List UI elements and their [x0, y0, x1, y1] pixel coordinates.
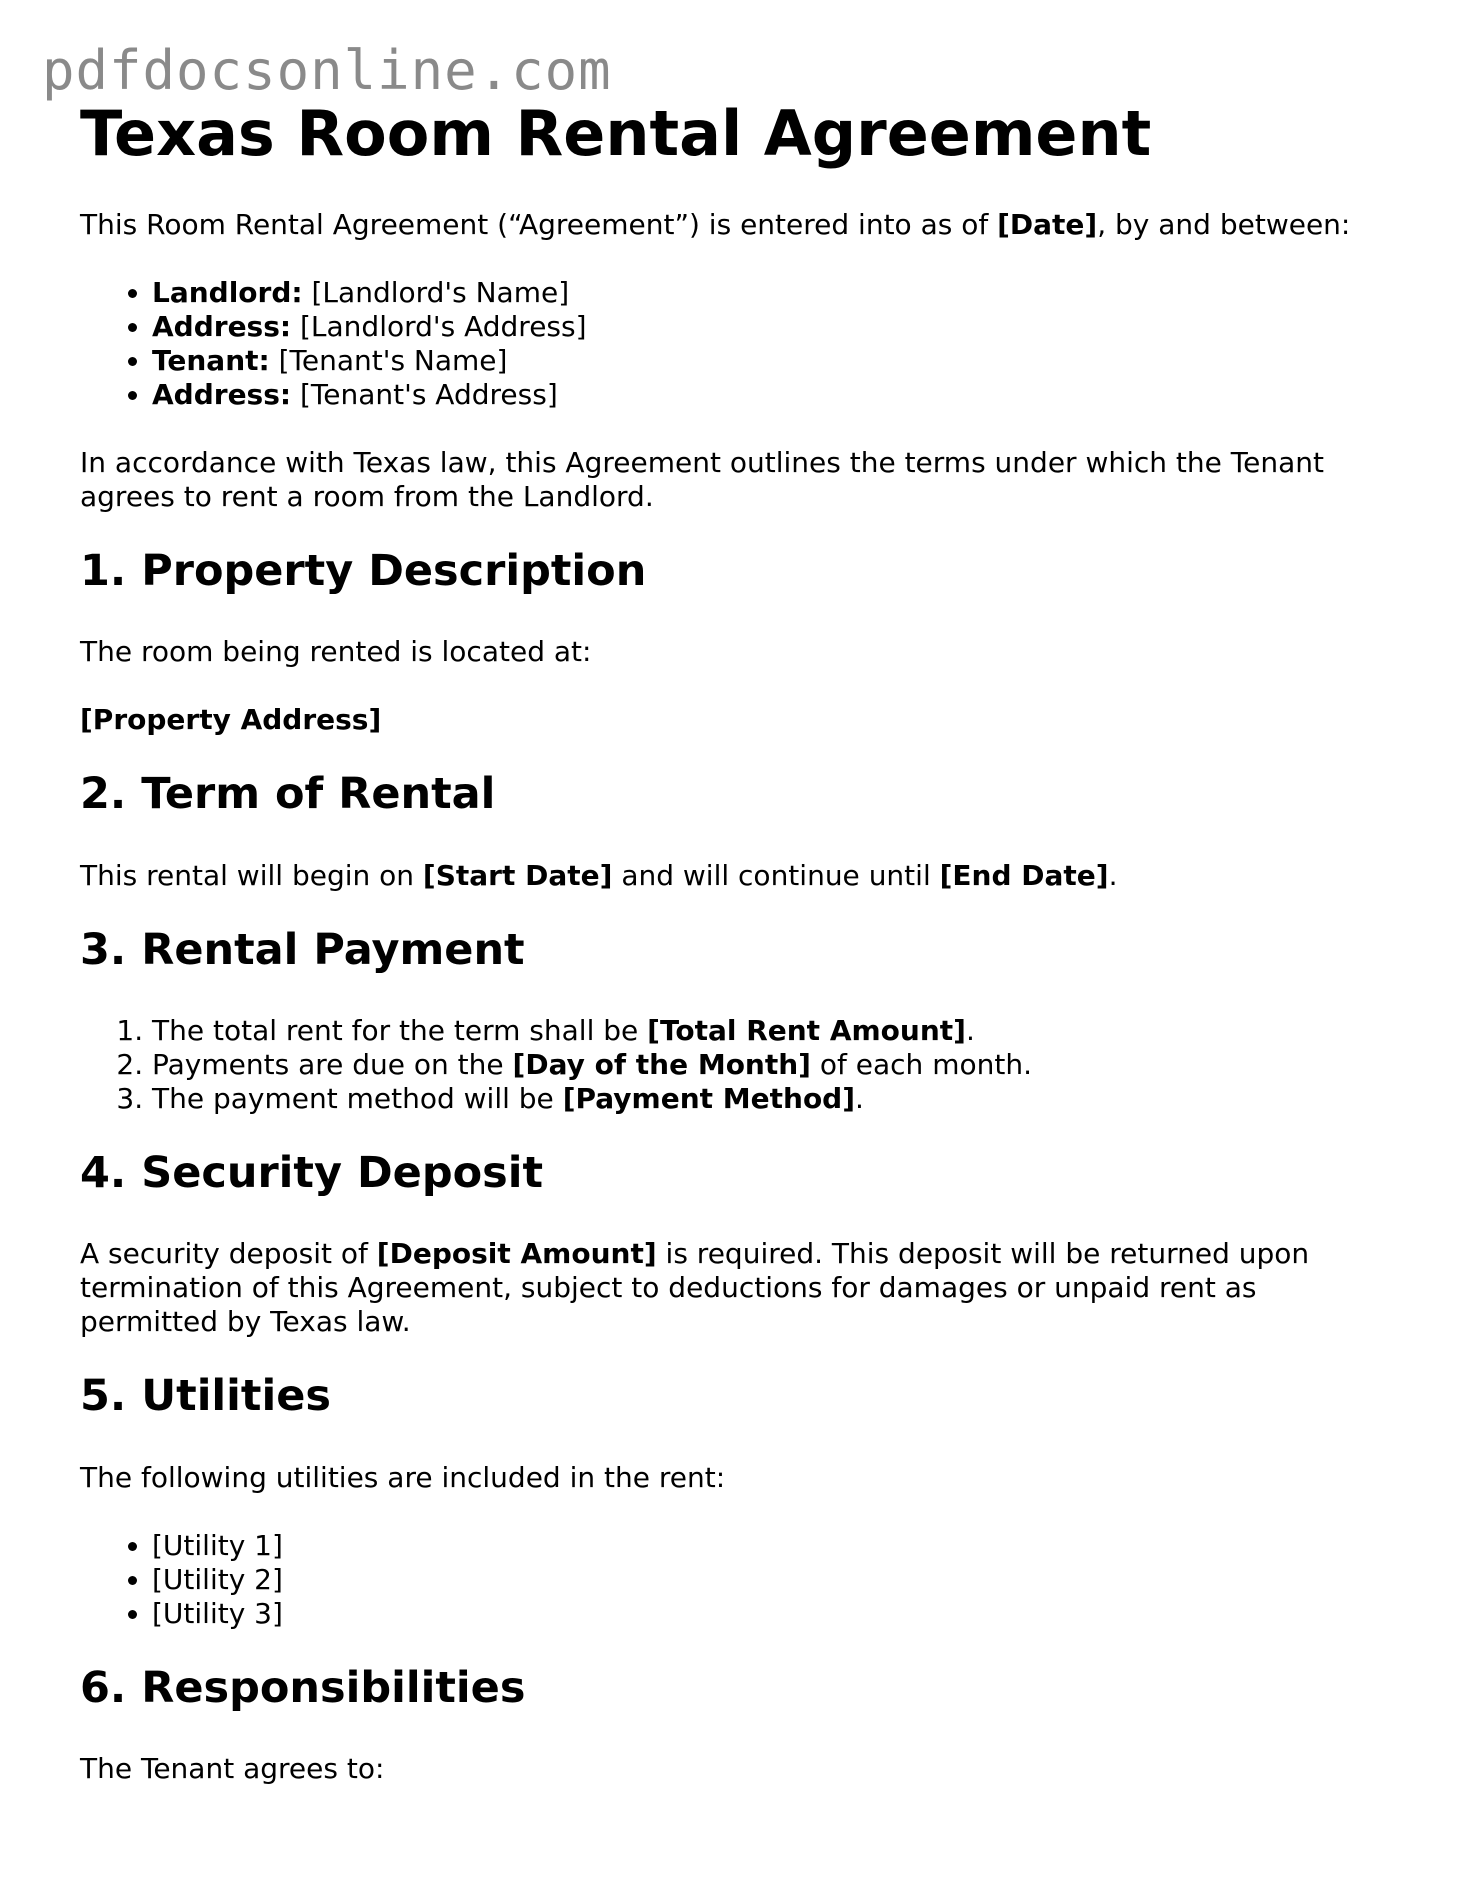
list-item: • [Utility 3]: [152, 1597, 1400, 1631]
end-date: [End Date]: [939, 858, 1109, 892]
responsibilities-text: The Tenant agrees to:: [80, 1751, 385, 1785]
intro-paragraph: [80, 208, 1400, 242]
term-text-3: .: [1108, 858, 1118, 892]
party-label: Landlord:: [152, 276, 303, 310]
property-address: [80, 703, 1400, 737]
section-heading-deposit: 4. Security Deposit: [80, 1148, 544, 1199]
payment-list: [80, 1014, 1400, 1116]
accordance-paragraph: In accordance with Texas law, this Agreement outlines the terms under which the Tenant agrees to rent a room from the Landlord.: [80, 446, 1324, 514]
utilities-text: The following utilities are included in the rent:: [80, 1460, 726, 1494]
list-item: • [Utility 1]: [152, 1529, 1400, 1563]
party-value: [Landlord's Address]: [291, 310, 587, 344]
document-page: [80, 97, 1400, 1820]
section-heading-responsibilities: 6. Responsibilities: [80, 1662, 526, 1713]
deposit-text-1: A security deposit of: [80, 1237, 377, 1271]
deposit-paragraph: [80, 1237, 1400, 1339]
party-label: Address:: [152, 378, 292, 412]
payment-text: .: [965, 1014, 975, 1048]
term-paragraph: [80, 859, 1400, 893]
term-text-2: and will continue until: [612, 858, 940, 892]
section-heading-term: 2. Term of Rental: [80, 769, 496, 820]
party-value: [Tenant's Address]: [291, 378, 558, 412]
section-heading-payment: 3. Rental Payment: [80, 924, 525, 975]
document-title: Texas Room Rental Agreement: [80, 97, 1152, 170]
section-heading-utilities: 5. Utilities: [80, 1371, 331, 1422]
total-rent-amount: [Total Rent Amount]: [647, 1014, 966, 1048]
section-heading-property: 1. Property Description: [80, 546, 647, 597]
term-text-1: This rental will begin on: [80, 858, 423, 892]
party-value: [Landlord's Name]: [302, 276, 570, 310]
payment-text: Payments are due on the: [152, 1048, 513, 1082]
list-item: [152, 310, 1400, 344]
party-label: Tenant:: [152, 344, 270, 378]
payment-text: The payment method will be: [152, 1082, 563, 1116]
list-item: [152, 1014, 1400, 1048]
deposit-amount: [Deposit Amount]: [376, 1237, 657, 1271]
watermark: pdfdocsonline.com: [42, 39, 612, 102]
payment-method: [Payment Method]: [562, 1082, 856, 1116]
list-item: • [Utility 2]: [152, 1563, 1400, 1597]
list-item: [152, 1082, 1400, 1116]
property-address-value: [Property Address]: [80, 703, 382, 737]
party-value: [Tenant's Name]: [269, 344, 508, 378]
intro-before: This Room Rental Agreement (“Agreement”) is entered into as of: [80, 208, 998, 242]
party-label: Address:: [152, 310, 292, 344]
start-date: [Start Date]: [422, 858, 613, 892]
payment-day: [Day of the Month]: [512, 1048, 811, 1082]
intro-after: , by and between:: [1097, 208, 1351, 242]
payment-text: of each month.: [810, 1048, 1032, 1082]
list-item: [152, 344, 1400, 378]
payment-text: .: [855, 1082, 864, 1116]
deposit-text-2: is required. This deposit will be returned upon termination of this Agreement, subject to deductions for damages or unpaid rent as permitted by Texas law.: [80, 1237, 1310, 1339]
list-item: [152, 1048, 1400, 1082]
utilities-list: [80, 1529, 1400, 1631]
parties-list: [80, 276, 1400, 412]
agreement-date: [Date]: [997, 208, 1098, 242]
payment-text: The total rent for the term shall be: [152, 1014, 648, 1048]
list-item: [152, 276, 1400, 310]
list-item: [152, 378, 1400, 412]
property-text: The room being rented is located at:: [80, 635, 592, 669]
